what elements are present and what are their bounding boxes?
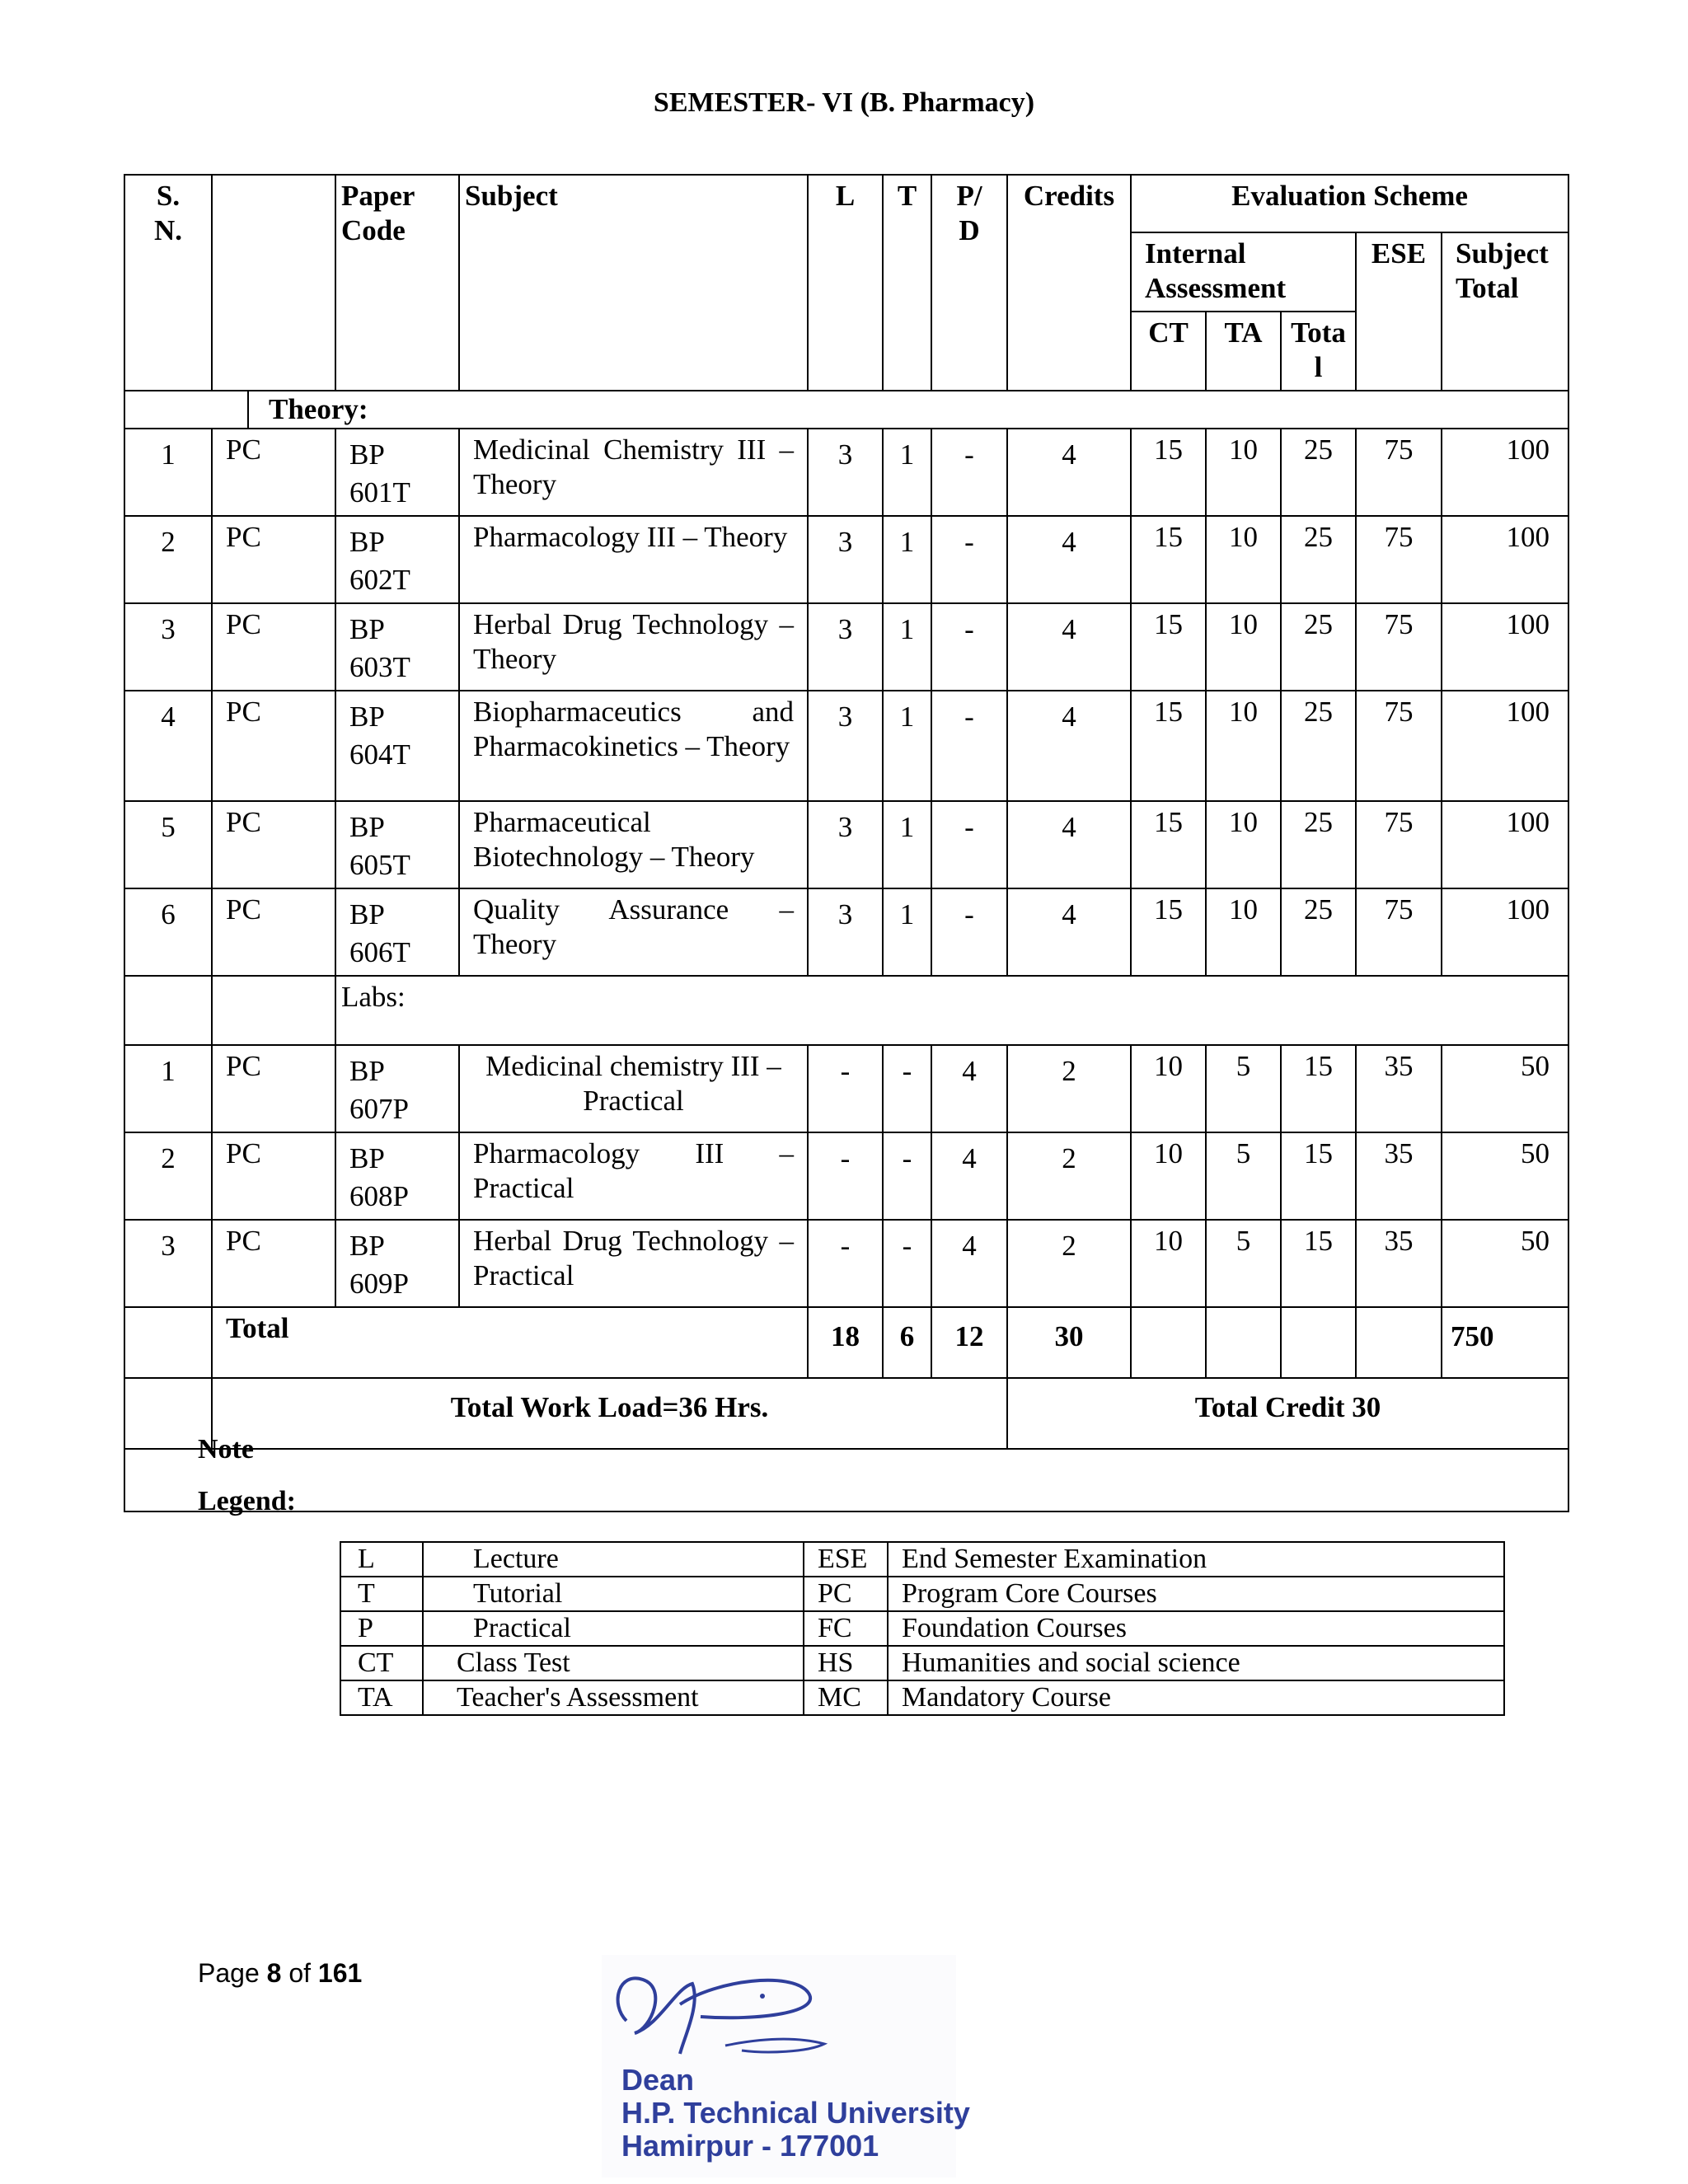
dean-seal	[602, 1955, 970, 2177]
row-l: -	[808, 1132, 883, 1220]
legend-meaning: End Semester Examination	[888, 1542, 1504, 1577]
seal-dean: Dean	[621, 2063, 695, 2097]
total-ta-empty	[1206, 1307, 1281, 1378]
table-row	[124, 603, 1568, 691]
row-t: 1	[883, 429, 931, 516]
header-subject: Subject	[459, 175, 808, 391]
row-ct: 15	[1131, 603, 1206, 691]
header-paper-code: Paper Code	[335, 175, 459, 391]
row-sn: 3	[124, 1220, 212, 1307]
row-l: -	[808, 1045, 883, 1132]
header-ese: ESE	[1356, 232, 1442, 391]
empty-row	[124, 1449, 1568, 1511]
signature-icon	[602, 1955, 956, 2070]
legend-abbr: MC	[804, 1680, 888, 1715]
row-paper-code: BP 609P	[335, 1220, 459, 1307]
row-ese: 75	[1356, 801, 1442, 888]
header-evaluation-scheme: Evaluation Scheme	[1131, 175, 1568, 232]
row-l: 3	[808, 429, 883, 516]
row-ese: 35	[1356, 1132, 1442, 1220]
row-subject-total: 100	[1442, 801, 1568, 888]
legend-meaning: Class Test	[423, 1646, 804, 1680]
table-row	[124, 429, 1568, 516]
row-subject-total: 100	[1442, 603, 1568, 691]
row-paper-code: BP 601T	[335, 429, 459, 516]
row-sn: 2	[124, 1132, 212, 1220]
row-subject: Pharmacology III – Theory	[459, 516, 808, 603]
row-ct: 15	[1131, 888, 1206, 976]
legend-meaning: Foundation Courses	[888, 1611, 1504, 1646]
row-ct: 10	[1131, 1045, 1206, 1132]
row-subject-total: 50	[1442, 1045, 1568, 1132]
legend-abbr: P	[340, 1611, 423, 1646]
row-pd: 4	[931, 1132, 1007, 1220]
legend-row	[340, 1680, 1504, 1715]
row-total: 15	[1281, 1220, 1356, 1307]
row-pd: -	[931, 691, 1007, 801]
row-ta: 10	[1206, 429, 1281, 516]
row-type: PC	[212, 1220, 335, 1307]
row-credits: 4	[1007, 429, 1131, 516]
row-credits: 4	[1007, 801, 1131, 888]
row-t: 1	[883, 801, 931, 888]
row-t: 1	[883, 603, 931, 691]
row-l: -	[808, 1220, 883, 1307]
row-type: PC	[212, 801, 335, 888]
row-pd: -	[931, 888, 1007, 976]
row-paper-code: BP 602T	[335, 516, 459, 603]
header-type	[212, 175, 335, 391]
row-ct: 15	[1131, 691, 1206, 801]
row-ct: 15	[1131, 429, 1206, 516]
row-credits: 4	[1007, 691, 1131, 801]
total-pd: 12	[931, 1307, 1007, 1378]
row-ese: 75	[1356, 603, 1442, 691]
total-ct-empty	[1131, 1307, 1206, 1378]
row-type: PC	[212, 1045, 335, 1132]
header-l: L	[808, 175, 883, 391]
row-sn: 2	[124, 516, 212, 603]
header-credits: Credits	[1007, 175, 1131, 391]
header-pd: P/ D	[931, 175, 1007, 391]
page-title: SEMESTER- VI (B. Pharmacy)	[653, 87, 1035, 118]
legend-meaning: Lecture	[423, 1542, 804, 1577]
row-subject: Medicinal Chemistry III – Theory	[459, 429, 808, 516]
row-paper-code: BP 606T	[335, 888, 459, 976]
row-subject-total: 100	[1442, 691, 1568, 801]
row-credits: 2	[1007, 1220, 1131, 1307]
row-ese: 35	[1356, 1045, 1442, 1132]
row-total: 25	[1281, 603, 1356, 691]
row-total: 25	[1281, 516, 1356, 603]
row-ta: 10	[1206, 516, 1281, 603]
total-credit-summary: Total Credit 30	[1007, 1378, 1568, 1449]
row-credits: 2	[1007, 1045, 1131, 1132]
row-paper-code: BP 607P	[335, 1045, 459, 1132]
row-l: 3	[808, 603, 883, 691]
row-total: 25	[1281, 691, 1356, 801]
row-ese: 75	[1356, 516, 1442, 603]
seal-university: H.P. Technical University	[621, 2096, 970, 2130]
row-t: 1	[883, 691, 931, 801]
legend-row	[340, 1577, 1504, 1611]
row-subject: Herbal Drug Technology – Theory	[459, 603, 808, 691]
table-row	[124, 1132, 1568, 1220]
row-ta: 10	[1206, 603, 1281, 691]
legend-abbr: ESE	[804, 1542, 888, 1577]
row-ta: 10	[1206, 691, 1281, 801]
row-total: 25	[1281, 801, 1356, 888]
row-ta: 10	[1206, 801, 1281, 888]
row-subject-total: 100	[1442, 888, 1568, 976]
legend-abbr: CT	[340, 1646, 423, 1680]
legend-abbr: PC	[804, 1577, 888, 1611]
row-ct: 15	[1131, 516, 1206, 603]
row-type: PC	[212, 603, 335, 691]
row-sn: 1	[124, 429, 212, 516]
row-subject: Pharmaceutical Biotechnology – Theory	[459, 801, 808, 888]
total-empty	[124, 1307, 212, 1378]
total-workload: Total Work Load=36 Hrs.	[212, 1378, 1007, 1449]
row-pd: 4	[931, 1045, 1007, 1132]
row-sn: 1	[124, 1045, 212, 1132]
row-l: 3	[808, 691, 883, 801]
row-credits: 2	[1007, 1132, 1131, 1220]
row-type: PC	[212, 888, 335, 976]
row-credits: 4	[1007, 888, 1131, 976]
row-ta: 10	[1206, 888, 1281, 976]
row-subject-total: 50	[1442, 1220, 1568, 1307]
legend-row	[340, 1646, 1504, 1680]
row-ta: 5	[1206, 1045, 1281, 1132]
row-sn: 4	[124, 691, 212, 801]
legend-abbr: L	[340, 1542, 423, 1577]
table-row	[124, 888, 1568, 976]
total-ese-empty	[1356, 1307, 1442, 1378]
row-credits: 4	[1007, 603, 1131, 691]
row-t: 1	[883, 888, 931, 976]
row-ct: 15	[1131, 801, 1206, 888]
row-subject: Biopharmaceutics and Pharmacokinetics – Theory	[459, 691, 808, 801]
row-pd: -	[931, 516, 1007, 603]
row-credits: 4	[1007, 516, 1131, 603]
labs-empty-type	[212, 976, 335, 1045]
row-l: 3	[808, 801, 883, 888]
row-paper-code: BP 608P	[335, 1132, 459, 1220]
row-ese: 75	[1356, 429, 1442, 516]
row-l: 3	[808, 888, 883, 976]
table-row	[124, 1045, 1568, 1132]
row-paper-code: BP 603T	[335, 603, 459, 691]
total-credits: 30	[1007, 1307, 1131, 1378]
total-subject-total: 750	[1442, 1307, 1568, 1378]
legend-meaning: Teacher's Assessment	[423, 1680, 804, 1715]
header-total: Tota l	[1281, 312, 1356, 391]
legend-abbr: HS	[804, 1646, 888, 1680]
row-subject: Pharmacology III – Practical	[459, 1132, 808, 1220]
legend-meaning: Humanities and social science	[888, 1646, 1504, 1680]
header-t: T	[883, 175, 931, 391]
table-row	[124, 1220, 1568, 1307]
row-ct: 10	[1131, 1132, 1206, 1220]
legend-row	[340, 1611, 1504, 1646]
total-t: 6	[883, 1307, 931, 1378]
legend-abbr: FC	[804, 1611, 888, 1646]
row-pd: -	[931, 429, 1007, 516]
legend-abbr: T	[340, 1577, 423, 1611]
row-t: 1	[883, 516, 931, 603]
row-ese: 75	[1356, 691, 1442, 801]
row-pd: -	[931, 801, 1007, 888]
row-sn: 3	[124, 603, 212, 691]
header-ct: CT	[1131, 312, 1206, 391]
legend-meaning: Tutorial	[423, 1577, 804, 1611]
row-subject-total: 50	[1442, 1132, 1568, 1220]
legend-abbr: TA	[340, 1680, 423, 1715]
header-sn: S. N.	[124, 175, 212, 391]
legend-meaning: Program Core Courses	[888, 1577, 1504, 1611]
row-total: 25	[1281, 429, 1356, 516]
row-paper-code: BP 605T	[335, 801, 459, 888]
row-t: -	[883, 1045, 931, 1132]
row-subject: Medicinal chemistry III – Practical	[459, 1045, 808, 1132]
row-ta: 5	[1206, 1132, 1281, 1220]
row-pd: -	[931, 603, 1007, 691]
row-ese: 75	[1356, 888, 1442, 976]
legend-row	[340, 1542, 1504, 1577]
table-row	[124, 801, 1568, 888]
theory-rows	[124, 429, 1568, 976]
page-number: Page 8 of 161	[198, 1958, 363, 1988]
header-ta: TA	[1206, 312, 1281, 391]
row-t: -	[883, 1220, 931, 1307]
header-internal-assessment: Internal Assessment	[1131, 232, 1356, 312]
row-subject-total: 100	[1442, 516, 1568, 603]
legend-meaning: Mandatory Course	[888, 1680, 1504, 1715]
semester-scheme-table	[124, 174, 1569, 1512]
row-pd: 4	[931, 1220, 1007, 1307]
labs-label: Labs:	[335, 976, 1568, 1045]
total-total-empty	[1281, 1307, 1356, 1378]
row-total: 15	[1281, 1045, 1356, 1132]
theory-label: Theory:	[269, 393, 368, 425]
row-total: 25	[1281, 888, 1356, 976]
row-ct: 10	[1131, 1220, 1206, 1307]
lab-rows	[124, 1045, 1568, 1307]
table-row	[124, 516, 1568, 603]
row-sn: 6	[124, 888, 212, 976]
table-row	[124, 691, 1568, 801]
row-subject: Quality Assurance – Theory	[459, 888, 808, 976]
row-type: PC	[212, 691, 335, 801]
row-ta: 5	[1206, 1220, 1281, 1307]
row-subject-total: 100	[1442, 429, 1568, 516]
row-l: 3	[808, 516, 883, 603]
legend-meaning: Practical	[423, 1611, 804, 1646]
row-ese: 35	[1356, 1220, 1442, 1307]
theory-section-label	[124, 391, 1568, 429]
note-heading: Note	[198, 1434, 254, 1465]
legend-table	[340, 1541, 1505, 1716]
row-total: 15	[1281, 1132, 1356, 1220]
seal-address: Hamirpur - 177001	[621, 2129, 879, 2163]
total-l: 18	[808, 1307, 883, 1378]
legend-heading: Legend:	[198, 1486, 296, 1516]
row-type: PC	[212, 429, 335, 516]
row-subject: Herbal Drug Technology – Practical	[459, 1220, 808, 1307]
labs-empty-sn	[124, 976, 212, 1045]
row-sn: 5	[124, 801, 212, 888]
row-type: PC	[212, 516, 335, 603]
row-type: PC	[212, 1132, 335, 1220]
row-t: -	[883, 1132, 931, 1220]
total-label: Total	[212, 1307, 808, 1378]
row-paper-code: BP 604T	[335, 691, 459, 801]
header-subject-total: Subject Total	[1442, 232, 1568, 391]
